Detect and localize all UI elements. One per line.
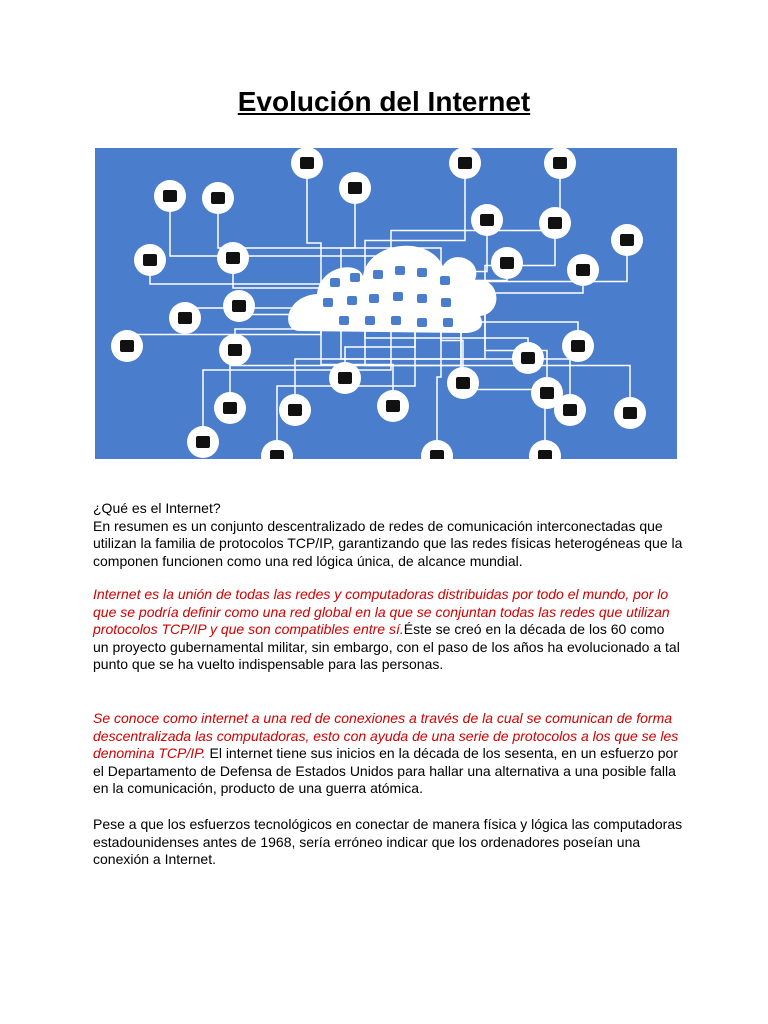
- car-icon: [611, 224, 643, 256]
- fridge-icon: [567, 254, 599, 286]
- mobile-phone-icon: [223, 290, 255, 322]
- printer-icon: [339, 172, 371, 204]
- monitor-icon: [539, 207, 571, 239]
- paragraph-4: Pese a que los esfuerzos tecnológicos en conectar de manera física y lógica las computadoras estadounidenses antes de 1968, sería erróneo indicar que los ordenadores poseían una conexión a Internet.: [93, 816, 683, 867]
- camera-icon: [169, 302, 201, 334]
- paragraph-2: [93, 586, 683, 674]
- telephone-icon: [554, 394, 586, 426]
- paragraph-1: En resumen es un conjunto descentralizado de redes de comunicación interconectadas que utilizan la familia de protocolos TCP/IP, garantizando que las redes físicas heterogéneas que la componen funcionen como una red lógica única, de alcance mundial.: [93, 517, 683, 569]
- radio-icon: [491, 247, 523, 279]
- blender-icon: [154, 180, 186, 212]
- headphones-icon: [202, 182, 234, 214]
- laptop-icon: [614, 397, 646, 429]
- tablet-icon: [529, 440, 561, 459]
- paragraph-3-emphasis: Se conoce como internet a una red de conexiones a través de la cual se comunican de forma descentralizada las computadoras, esto con ayuda de una serie de protocolos a los que se les denomina TCP/IP.: [93, 710, 679, 761]
- paragraph-2-text: Éste se creó en la década de los 60 como un proyecto gubernamental militar, sin embargo, con el paso de los años ha evolucionado a tal punto que se ha vuelto indispensable para las personas.: [93, 621, 680, 672]
- gamepad-icon: [217, 242, 249, 274]
- washing-machine-icon: [471, 204, 503, 236]
- lamp-icon: [134, 244, 166, 276]
- vacuum-icon: [544, 148, 576, 179]
- intro-block: [93, 500, 683, 570]
- microphone-icon: [449, 148, 481, 179]
- desktop-computer-icon: [377, 390, 409, 422]
- speaker-icon: [329, 362, 361, 394]
- clock-icon: [111, 330, 143, 362]
- webcam-icon: [421, 440, 453, 459]
- fan-icon: [261, 440, 293, 459]
- tv-icon: [187, 426, 219, 458]
- drill-icon: [279, 394, 311, 426]
- airplane-icon: [214, 392, 246, 424]
- desk-lamp-icon: [562, 330, 594, 362]
- internet-of-things-illustration: [95, 148, 677, 459]
- question-heading: ¿Qué es el Internet?: [93, 500, 221, 516]
- paragraph-2-emphasis: Internet es la unión de todas las redes y computadoras distribuidas por todo el mundo, por lo que se podría definir como una red global en la que se conjuntan todas las redes que utilizan protocolos TCP/IP y que son compatibles entre sí.: [93, 586, 670, 637]
- scale-icon: [447, 367, 479, 399]
- paragraph-3: [93, 710, 683, 798]
- network-diagram: [95, 148, 677, 459]
- paragraph-3-text: El internet tiene sus inicios en la década de los sesenta, en un esfuerzo por el Departamento de Defensa de Estados Unidos para hallar una alternativa a una posible falla en la comunicación, producto de una guerra atómica.: [93, 745, 678, 796]
- watch-icon: [512, 342, 544, 374]
- light-bulb-icon: [219, 334, 251, 366]
- page-title: Evolución del Internet: [237, 86, 531, 117]
- video-camera-icon: [291, 148, 323, 179]
